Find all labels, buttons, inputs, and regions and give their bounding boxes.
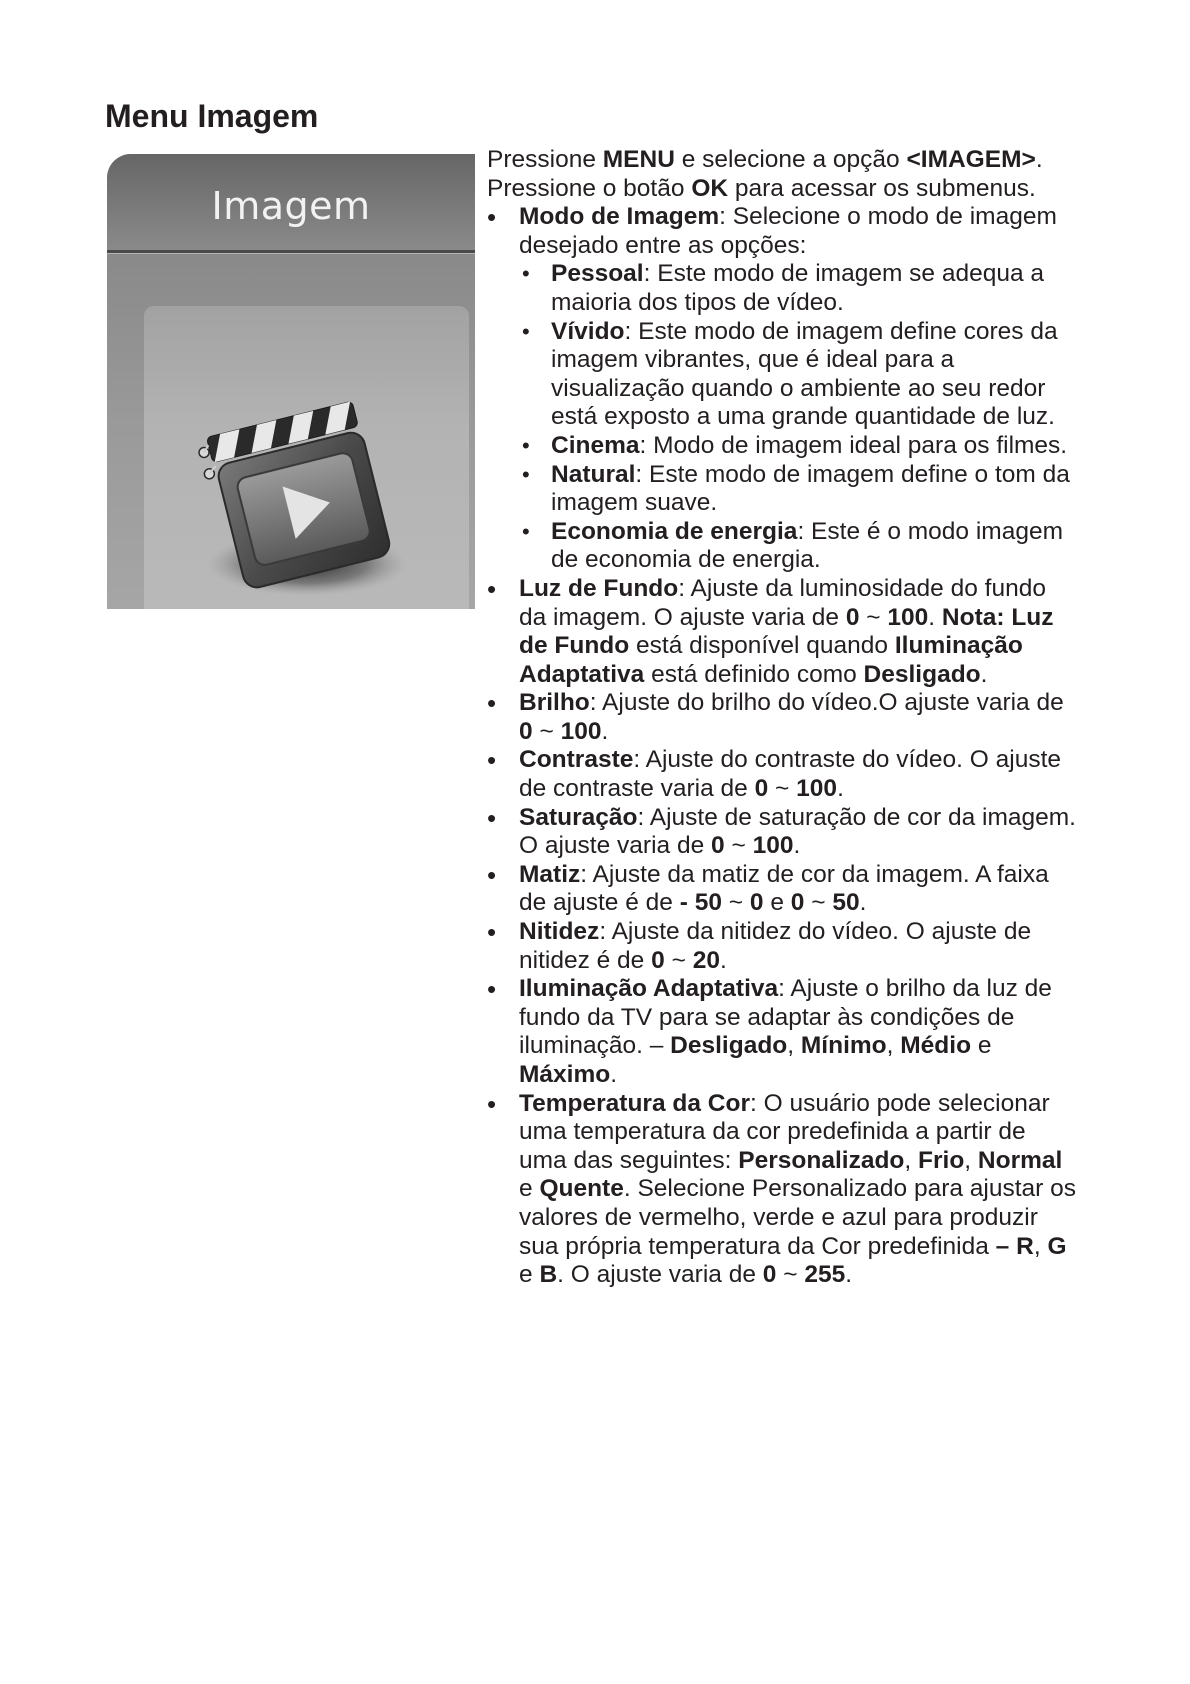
bold-term: Frio [918,1146,965,1174]
item-text: . [610,1061,618,1088]
item-text: ~ [804,889,833,917]
bold-term: B [539,1261,558,1289]
picture-mode-options [519,260,1077,575]
settings-list [487,203,1077,1290]
option-text: : Este modo de imagem define o tom da imagem suave. [551,460,1070,517]
item-text: , [904,1146,919,1174]
picture-menu-panel [107,154,475,609]
range-min: 0 [711,832,725,860]
range-max: 100 [560,717,602,745]
item-text: : Ajuste do brilho do vídeo.O ajuste varia de [589,689,1064,717]
item-label: Modo de Imagem [519,203,720,231]
range-value: 50 [832,889,860,917]
range-min: 0 [519,717,533,745]
bold-term: – R [995,1232,1034,1260]
option-text: : Este é o modo imagem de economia de energia. [551,517,1063,574]
option-pessoal [519,260,1077,317]
item-text: e [519,1261,540,1289]
bold-term: Mínimo [800,1032,887,1060]
content-column [487,146,1077,1290]
option-economia-de-energia [519,518,1077,575]
bold-term: Máximo [519,1061,611,1088]
intro-text: e selecione a opção [674,146,907,173]
option-vivido [519,318,1077,432]
range-min: 0 [845,603,860,631]
item-text: está definido como [644,660,864,688]
bold-term: Desligado [670,1032,788,1060]
imagem-option: <IMAGEM> [906,146,1036,173]
option-label: Economia de energia [551,517,798,545]
item-text: . Selecione Personalizado para ajustar os valores de vermelho, verde e azul para produzir sua própria temperatura da Cor predefinida [519,1175,1077,1260]
item-text: . [719,946,727,974]
list-item-iluminacao-adaptativa [487,975,1077,1089]
option-text: : Modo de imagem ideal para os filmes. [639,431,1068,459]
item-text: está disponível quando [629,632,895,660]
item-label: Brilho [519,689,590,717]
item-label: Matiz [519,860,581,888]
item-text: ~ [721,889,750,917]
menu-key: MENU [602,146,675,173]
option-cinema [519,432,1077,461]
range-max: 100 [752,832,794,860]
list-item-matiz [487,861,1077,918]
bold-term: Iluminação Adaptativa [519,632,1023,688]
item-text: : Ajuste da nitidez do vídeo. O ajuste de nitidez é de [519,918,1032,974]
list-item-luz-de-fundo [487,575,1077,689]
item-text: . [859,889,867,917]
range-value: 0 [749,889,764,917]
item-label: Nitidez [519,918,600,946]
item-text: , [1033,1232,1048,1260]
item-text: . [928,603,942,631]
page-title: Menu Imagem [105,98,319,134]
bold-term: Normal [977,1146,1063,1174]
item-label: Iluminação Adaptativa [519,975,779,1003]
item-text: . O ajuste varia de [557,1261,763,1289]
range-min: 0 [762,1261,777,1289]
bold-term: Personalizado [738,1146,905,1174]
list-item-modo-de-imagem [487,203,1077,575]
list-item-brilho [487,689,1077,746]
option-label: Natural [551,460,636,488]
range-value: - 50 [679,889,722,917]
item-text: ~ [532,717,561,745]
bold-term: Médio [900,1032,972,1060]
item-text: , [886,1032,901,1060]
item-text: : O usuário pode selecionar uma temperatura da cor predefinida a partir de uma das seguintes: [519,1089,1050,1174]
option-label: Vívido [551,317,625,345]
item-text: : Ajuste de saturação de cor da imagem. O ajuste varia de [519,803,1076,860]
intro-paragraph [487,146,1077,203]
item-text: ~ [664,946,693,974]
ok-key: OK [691,174,729,202]
bold-term: Desligado [863,660,981,688]
list-item-nitidez [487,918,1077,975]
intro-text: Pressione [487,146,603,173]
clapperboard-play-icon [187,364,417,604]
range-max: 100 [887,603,929,631]
item-text: , [787,1032,801,1060]
item-text: : Selecione o modo de imagem desejado entre as opções: [519,203,1057,259]
item-text: . [793,832,801,860]
item-text: ~ [776,1261,805,1289]
item-text: ~ [859,603,888,631]
option-label: Cinema [551,431,640,459]
range-value: 0 [790,889,805,917]
list-item-temperatura-da-cor [487,1090,1077,1290]
range-min: 0 [754,775,769,803]
item-text: : Ajuste da luminosidade do fundo da imagem. O ajuste varia de [519,574,1046,631]
option-natural [519,461,1077,518]
item-text: ~ [724,832,753,860]
range-max: 255 [804,1261,846,1289]
item-text: e [519,1175,540,1203]
item-text: e [763,889,791,917]
range-min: 0 [651,946,665,974]
menu-panel-title: Imagem [211,184,371,228]
item-text: . [980,660,988,688]
item-text: ~ [768,775,797,803]
intro-text: . Pressione o botão [487,146,1043,202]
item-text: : Ajuste o brilho da luz de fundo da TV para se adaptar às condições de iluminação. – [519,975,1052,1060]
note-label: Nota: Luz de Fundo [519,603,1054,660]
range-max: 20 [692,946,720,974]
bold-term: G [1047,1232,1067,1260]
item-label: Saturação [519,803,638,831]
item-text: . [837,775,844,803]
item-text: : Ajuste do contraste do vídeo. O ajuste de contraste varia de [519,746,1062,803]
item-label: Luz de Fundo [519,574,679,602]
option-label: Pessoal [551,260,644,288]
item-text: : Ajuste da matiz de cor da imagem. A faixa de ajuste é de [519,860,1049,917]
item-text: , [964,1146,978,1174]
option-text: : Este modo de imagem define cores da imagem vibrantes, que é ideal para a visualização quando o ambiente ao seu redor está exposto a uma grande quantidade de luz. [551,317,1058,431]
menu-panel-divider [107,250,475,253]
item-label: Temperatura da Cor [519,1089,750,1117]
list-item-saturacao [487,804,1077,861]
item-label: Contraste [519,746,634,774]
menu-panel-header [107,154,475,250]
bold-term: Quente [539,1175,624,1203]
item-text: . [601,717,609,745]
range-max: 100 [796,775,838,803]
item-text: e [971,1032,992,1060]
item-text: . [845,1261,853,1289]
intro-text: para acessar os submenus. [728,174,1036,202]
option-text: : Este modo de imagem se adequa a maioria dos tipos de vídeo. [551,260,1045,316]
list-item-contraste [487,746,1077,803]
